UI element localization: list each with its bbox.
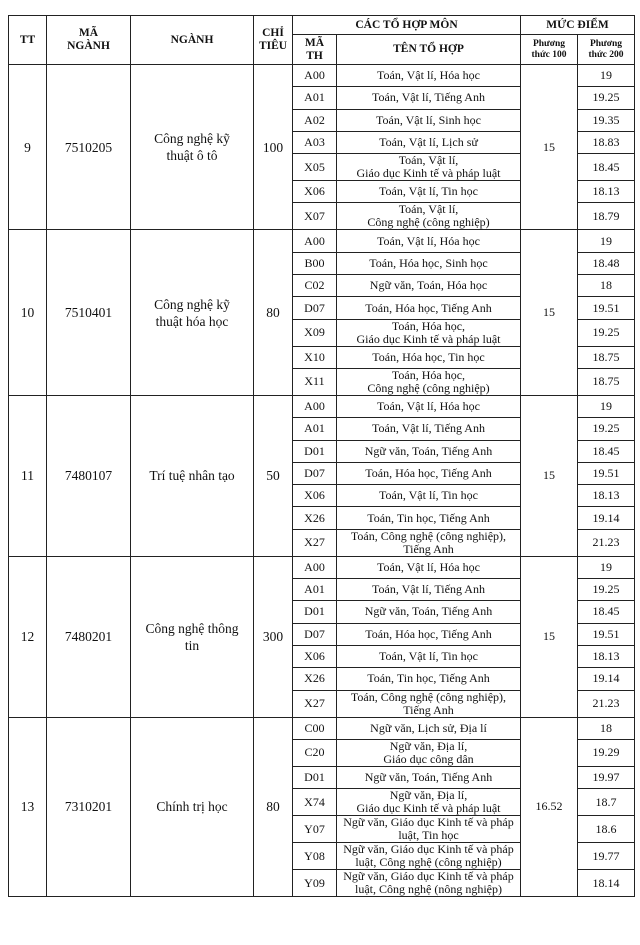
- cell-ma-nganh: 7480107: [47, 395, 131, 556]
- cell-ma-to-hop: D01: [293, 601, 337, 623]
- cell-tt: 13: [9, 717, 47, 897]
- cell-ten-to-hop: [337, 319, 521, 346]
- cell-diem-phuong-thuc-200: 21.23: [578, 690, 635, 717]
- ten-to-hop-line-1: Ngữ văn, Toán, Hóa học: [369, 278, 488, 293]
- cell-ten-to-hop: [337, 230, 521, 252]
- cell-ten-nganh: [131, 395, 254, 556]
- cell-ten-to-hop: [337, 418, 521, 440]
- cell-ma-to-hop: X26: [293, 507, 337, 529]
- ten-to-hop-line-1: Toán, Vật lí, Lịch sử: [379, 135, 478, 150]
- cell-ma-nganh: 7480201: [47, 556, 131, 717]
- cell-ten-to-hop: [337, 252, 521, 274]
- cell-ten-to-hop: [337, 154, 521, 181]
- ten-to-hop-line-1: Toán, Công nghệ (công nghiệp),: [350, 528, 507, 543]
- ten-to-hop-line-1: Toán, Hóa học,: [391, 367, 466, 382]
- cell-ma-to-hop: D01: [293, 766, 337, 788]
- ten-to-hop-line-1: Toán, Tin học, Tiếng Anh: [367, 510, 490, 525]
- cell-ten-to-hop: [337, 395, 521, 417]
- cell-ma-to-hop: A00: [293, 65, 337, 87]
- cell-diem-phuong-thuc-200: 19.14: [578, 668, 635, 690]
- cell-diem-phuong-thuc-200: 19: [578, 230, 635, 252]
- header-phuong-thuc-100: Phương thức 100: [521, 35, 578, 65]
- cell-chi-tieu: 50: [254, 395, 293, 556]
- cell-ten-to-hop: [337, 579, 521, 601]
- header-ten-to-hop: TÊN TỔ HỢP: [337, 35, 521, 65]
- nganh-line-1: Trí tuệ nhân tạo: [149, 468, 235, 484]
- cell-ten-to-hop: [337, 529, 521, 556]
- cell-ten-to-hop: [337, 181, 521, 203]
- cell-ma-to-hop: A01: [293, 579, 337, 601]
- cell-diem-phuong-thuc-200: 19: [578, 395, 635, 417]
- ten-to-hop-line-1: Toán, Vật lí, Hóa học: [377, 68, 480, 83]
- cell-diem-phuong-thuc-200: 19.51: [578, 623, 635, 645]
- cell-diem-phuong-thuc-200: 18.48: [578, 252, 635, 274]
- cell-ma-to-hop: X27: [293, 529, 337, 556]
- nganh-line-2: tin: [184, 637, 200, 653]
- cell-diem-phuong-thuc-100: 15: [521, 556, 578, 717]
- nganh-line-2: thuật hóa học: [155, 313, 229, 329]
- ten-to-hop-line-2: luật, Tin học: [398, 828, 459, 843]
- cell-ma-to-hop: A00: [293, 395, 337, 417]
- cell-ten-to-hop: [337, 668, 521, 690]
- cell-ten-to-hop: [337, 87, 521, 109]
- cell-diem-phuong-thuc-200: 19.25: [578, 418, 635, 440]
- table-row: [9, 230, 635, 252]
- cell-diem-phuong-thuc-200: 18.13: [578, 485, 635, 507]
- header-tt: TT: [9, 16, 47, 65]
- ten-to-hop-line-1: Ngữ văn, Địa lí,: [389, 788, 468, 803]
- ten-to-hop-line-2: Giáo dục công dân: [383, 751, 474, 766]
- ten-to-hop-line-1: Toán, Công nghệ (công nghiệp),: [350, 689, 507, 704]
- admission-score-table: [8, 15, 635, 897]
- ten-to-hop-line-2: luật, Công nghệ (nông nghiệp): [355, 882, 502, 897]
- cell-ma-to-hop: C02: [293, 275, 337, 297]
- ten-to-hop-line-2: luật, Công nghệ (công nghiệp): [355, 855, 502, 870]
- nganh-line-1: Chính trị học: [156, 799, 228, 815]
- table-row: [9, 65, 635, 87]
- cell-ten-to-hop: [337, 462, 521, 484]
- cell-ten-to-hop: [337, 440, 521, 462]
- ten-to-hop-line-1: Toán, Vật lí, Tiếng Anh: [372, 582, 485, 597]
- cell-ten-to-hop: [337, 739, 521, 766]
- cell-diem-phuong-thuc-200: 18.14: [578, 870, 635, 897]
- cell-ma-nganh: 7510205: [47, 65, 131, 230]
- ten-to-hop-line-2: Giáo dục Kinh tế và pháp luật: [356, 166, 501, 181]
- cell-ten-to-hop: [337, 65, 521, 87]
- cell-ten-to-hop: [337, 645, 521, 667]
- cell-ma-to-hop: C20: [293, 739, 337, 766]
- cell-ten-to-hop: [337, 556, 521, 578]
- cell-diem-phuong-thuc-100: 15: [521, 395, 578, 556]
- ten-to-hop-line-1: Toán, Hóa học, Tin học: [372, 349, 485, 364]
- cell-ten-to-hop: [337, 203, 521, 230]
- nganh-line-1: Công nghệ thông: [145, 620, 239, 636]
- cell-ma-to-hop: X06: [293, 485, 337, 507]
- cell-diem-phuong-thuc-200: 18.13: [578, 181, 635, 203]
- cell-ma-to-hop: X06: [293, 181, 337, 203]
- ten-to-hop-line-1: Ngữ văn, Lịch sử, Địa lí: [370, 720, 487, 735]
- cell-ma-to-hop: A03: [293, 131, 337, 153]
- cell-chi-tieu: 80: [254, 230, 293, 395]
- ten-to-hop-line-2: Tiếng Anh: [403, 702, 454, 717]
- ten-to-hop-line-1: Toán, Hóa học,: [391, 318, 466, 333]
- cell-diem-phuong-thuc-200: 18.45: [578, 601, 635, 623]
- cell-ma-to-hop: A01: [293, 87, 337, 109]
- nganh-line-1: Công nghệ kỹ: [154, 131, 230, 147]
- ten-to-hop-line-1: Toán, Vật lí, Hóa học: [377, 233, 480, 248]
- ten-to-hop-line-1: Toán, Hóa học, Tiếng Anh: [365, 466, 492, 480]
- ten-to-hop-line-1: Ngữ văn, Toán, Tiếng Anh: [364, 769, 493, 784]
- ten-to-hop-line-1: Toán, Vật lí, Tin học: [379, 488, 478, 503]
- cell-ma-to-hop: A02: [293, 109, 337, 131]
- cell-diem-phuong-thuc-200: 19.77: [578, 843, 635, 870]
- cell-diem-phuong-thuc-200: 19.14: [578, 507, 635, 529]
- cell-ten-to-hop: [337, 346, 521, 368]
- ten-to-hop-line-2: Công nghệ (công nghiệp): [367, 380, 490, 395]
- cell-ten-to-hop: [337, 789, 521, 816]
- cell-ma-to-hop: X26: [293, 668, 337, 690]
- ten-to-hop-line-1: Toán, Hóa học, Sinh học: [369, 255, 488, 270]
- ten-to-hop-line-2: Giáo dục Kinh tế và pháp luật: [356, 331, 501, 346]
- cell-diem-phuong-thuc-200: 18.6: [578, 816, 635, 843]
- cell-chi-tieu: 100: [254, 65, 293, 230]
- cell-diem-phuong-thuc-200: 19.25: [578, 87, 635, 109]
- table-body: [9, 65, 635, 897]
- ten-to-hop-line-1: Ngữ văn, Giáo dục Kinh tế và pháp: [343, 869, 514, 884]
- cell-ten-to-hop: [337, 601, 521, 623]
- cell-ma-to-hop: A01: [293, 418, 337, 440]
- cell-diem-phuong-thuc-200: 19.25: [578, 579, 635, 601]
- ten-to-hop-line-1: Toán, Tin học, Tiếng Anh: [367, 671, 490, 686]
- cell-ma-to-hop: D07: [293, 462, 337, 484]
- cell-ma-to-hop: D07: [293, 623, 337, 645]
- cell-ma-to-hop: X06: [293, 645, 337, 667]
- cell-ten-to-hop: [337, 368, 521, 395]
- ten-to-hop-line-1: Toán, Hóa học, Tiếng Anh: [365, 626, 492, 641]
- cell-ten-nganh: [131, 717, 254, 897]
- ten-to-hop-line-1: Toán, Vật lí, Hóa học: [377, 559, 480, 574]
- ten-to-hop-line-1: Ngữ văn, Toán, Tiếng Anh: [364, 604, 493, 619]
- cell-diem-phuong-thuc-100: 15: [521, 230, 578, 395]
- cell-diem-phuong-thuc-200: 19: [578, 556, 635, 578]
- cell-ma-to-hop: B00: [293, 252, 337, 274]
- header-ma-th: MÃ TH: [293, 35, 337, 65]
- cell-ma-to-hop: X05: [293, 154, 337, 181]
- cell-chi-tieu: 300: [254, 556, 293, 717]
- table-header: [9, 16, 635, 65]
- cell-ten-to-hop: [337, 485, 521, 507]
- cell-ten-to-hop: [337, 816, 521, 843]
- ten-to-hop-line-2: Tiếng Anh: [403, 541, 454, 556]
- table-row: [9, 717, 635, 739]
- cell-tt: 10: [9, 230, 47, 395]
- cell-ten-to-hop: [337, 109, 521, 131]
- ten-to-hop-line-1: Toán, Vật lí, Tin học: [379, 184, 478, 199]
- cell-ten-nganh: [131, 556, 254, 717]
- ten-to-hop-line-1: Toán, Vật lí,: [398, 202, 459, 217]
- ten-to-hop-line-1: Ngữ văn, Giáo dục Kinh tế và pháp: [343, 842, 514, 857]
- cell-diem-phuong-thuc-200: 18.13: [578, 645, 635, 667]
- cell-ma-nganh: 7310201: [47, 717, 131, 897]
- cell-ten-to-hop: [337, 690, 521, 717]
- cell-ten-nganh: [131, 65, 254, 230]
- ten-to-hop-line-1: Toán, Vật lí, Tiếng Anh: [372, 90, 485, 105]
- cell-tt: 9: [9, 65, 47, 230]
- ten-to-hop-line-1: Toán, Hóa học, Tiếng Anh: [365, 300, 492, 315]
- cell-diem-phuong-thuc-100: 16.52: [521, 717, 578, 897]
- cell-ma-to-hop: C00: [293, 717, 337, 739]
- header-muc-diem: MỨC ĐIỂM: [521, 16, 635, 35]
- cell-ma-to-hop: D07: [293, 297, 337, 319]
- cell-diem-phuong-thuc-200: 18.79: [578, 203, 635, 230]
- cell-ma-to-hop: X11: [293, 368, 337, 395]
- cell-diem-phuong-thuc-200: 18.45: [578, 154, 635, 181]
- cell-diem-phuong-thuc-200: 18.75: [578, 346, 635, 368]
- cell-diem-phuong-thuc-200: 18.7: [578, 789, 635, 816]
- ten-to-hop-line-1: Toán, Vật lí, Hóa học: [377, 399, 480, 414]
- cell-tt: 11: [9, 395, 47, 556]
- cell-ma-to-hop: X07: [293, 203, 337, 230]
- cell-ma-to-hop: X27: [293, 690, 337, 717]
- cell-diem-phuong-thuc-200: 19.51: [578, 462, 635, 484]
- ten-to-hop-line-1: Toán, Vật lí,: [398, 153, 459, 168]
- ten-to-hop-line-1: Ngữ văn, Địa lí,: [389, 738, 468, 753]
- header-chi-tieu: CHỈ TIÊU: [254, 16, 293, 65]
- cell-ten-to-hop: [337, 717, 521, 739]
- header-phuong-thuc-200: Phương thức 200: [578, 35, 635, 65]
- cell-ma-to-hop: X09: [293, 319, 337, 346]
- ten-to-hop-line-2: Công nghệ (công nghiệp): [367, 215, 490, 230]
- cell-ma-to-hop: X74: [293, 789, 337, 816]
- table-row: [9, 395, 635, 417]
- cell-diem-phuong-thuc-200: 18: [578, 717, 635, 739]
- cell-ten-to-hop: [337, 297, 521, 319]
- nganh-line-1: Công nghệ kỹ: [154, 296, 230, 312]
- ten-to-hop-line-1: Ngữ văn, Giáo dục Kinh tế và pháp: [343, 815, 514, 830]
- header-ma-nganh: MÃ NGÀNH: [47, 16, 131, 65]
- ten-to-hop-line-1: Ngữ văn, Toán, Tiếng Anh: [364, 443, 493, 458]
- cell-diem-phuong-thuc-200: 19.25: [578, 319, 635, 346]
- cell-ma-to-hop: X10: [293, 346, 337, 368]
- cell-ten-to-hop: [337, 275, 521, 297]
- header-cac-to-hop: CÁC TỔ HỢP MÔN: [293, 16, 521, 35]
- cell-diem-phuong-thuc-200: 18.45: [578, 440, 635, 462]
- cell-diem-phuong-thuc-200: 19.29: [578, 739, 635, 766]
- cell-ma-to-hop: Y07: [293, 816, 337, 843]
- cell-ma-nganh: 7510401: [47, 230, 131, 395]
- header-nganh: NGÀNH: [131, 16, 254, 65]
- cell-ma-to-hop: A00: [293, 556, 337, 578]
- table-row: [9, 556, 635, 578]
- cell-ten-to-hop: [337, 623, 521, 645]
- cell-ten-to-hop: [337, 870, 521, 897]
- nganh-line-2: thuật ô tô: [166, 148, 218, 164]
- admission-score-table-container: [8, 15, 634, 897]
- cell-diem-phuong-thuc-200: 19.51: [578, 297, 635, 319]
- cell-ten-to-hop: [337, 507, 521, 529]
- cell-tt: 12: [9, 556, 47, 717]
- cell-diem-phuong-thuc-100: 15: [521, 65, 578, 230]
- cell-ten-to-hop: [337, 843, 521, 870]
- cell-ma-to-hop: Y09: [293, 870, 337, 897]
- cell-diem-phuong-thuc-200: 19.35: [578, 109, 635, 131]
- cell-diem-phuong-thuc-200: 19: [578, 65, 635, 87]
- cell-diem-phuong-thuc-200: 21.23: [578, 529, 635, 556]
- cell-ma-to-hop: A00: [293, 230, 337, 252]
- cell-ma-to-hop: Y08: [293, 843, 337, 870]
- ten-to-hop-line-2: Giáo dục Kinh tế và pháp luật: [356, 801, 501, 816]
- cell-diem-phuong-thuc-200: 18.83: [578, 131, 635, 153]
- cell-diem-phuong-thuc-200: 18.75: [578, 368, 635, 395]
- cell-diem-phuong-thuc-200: 19.97: [578, 766, 635, 788]
- ten-to-hop-line-1: Toán, Vật lí, Tin học: [379, 649, 478, 664]
- cell-ma-to-hop: D01: [293, 440, 337, 462]
- ten-to-hop-line-1: Toán, Vật lí, Tiếng Anh: [372, 421, 485, 436]
- cell-ten-to-hop: [337, 131, 521, 153]
- cell-ten-nganh: [131, 230, 254, 395]
- cell-ten-to-hop: [337, 766, 521, 788]
- cell-diem-phuong-thuc-200: 18: [578, 275, 635, 297]
- ten-to-hop-line-1: Toán, Vật lí, Sinh học: [376, 112, 481, 127]
- cell-chi-tieu: 80: [254, 717, 293, 897]
